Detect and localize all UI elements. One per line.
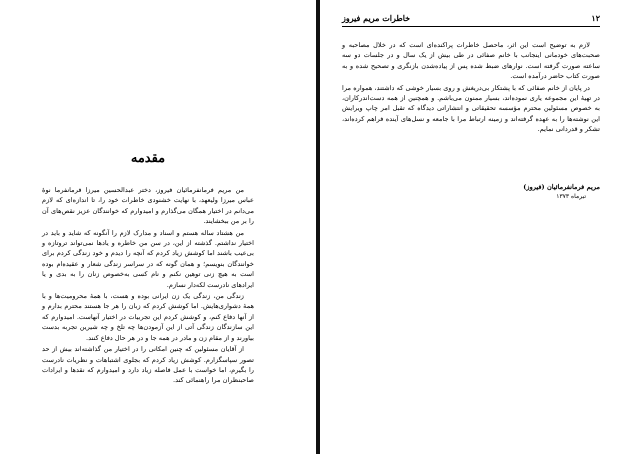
right-page (320, 0, 624, 454)
running-header (342, 12, 600, 27)
running-title: خاطرات مریم فیروز (342, 13, 411, 23)
page-number: ۱۲ (591, 13, 600, 23)
right-page-body (342, 40, 600, 136)
paragraph: لازم به توضیح است این اثر، ماحصل خاطرات پراکنده‌ای است که در خلال مصاحبه و صحبت‌های خودمانی اینجانب با خانم صفائی در طی بیش از یک سال و در جلسات دو سه ساعته صورت گرفته است. نوارهای ضبط شده پس از پیاده‌شدن بازنگری و تصحیح شده و به صورت کتاب حاضر درآمده است. (342, 41, 600, 81)
signature-date: تیرماه ۱۳۷۳ (556, 193, 586, 200)
paragraph: از آقایان مسئولین که چنین امکانی را در اختیار من گذاشته‌اند بیش از حد تصور سپاسگزارم. کوشش زیاد کردم که بجلوی اشتباهات و نظریات نادرست را بگیرم، اما خواست با عمل فاصله زیاد دارد و امیدوارم که نقدها و ایرادات صاحبنظران مرا راهنمائی کند. (42, 345, 254, 385)
signature-name: مریم فرمانفرمائیان (فیروز) (523, 183, 600, 191)
signature-block (523, 182, 600, 202)
paragraph: زندگی من، زندگی یک زن ایرانی بوده و هست، با همهٔ محرومیت‌ها و با همهٔ دشواری‌هایش. اما کوشش کردم که زبان را هر جا هستند محترم بدارم و از آنها دفاع کنم، و کوشش کردم این تجربیات در اختیار آنهاست. امیدوارم که این سازندگان زندگی آتی از این آزمودن‌ها چه تلخ و چه شیرین تجربه بدست بیاورند و از مقام زن و مادر در همه جا و در هر حال دفاع کنند. (42, 292, 254, 342)
paragraph: در پایان از خانم صفائی که با پشتکار بی‌دریغش و روی بسیار خوشی که داشتند، همواره مرا در تهیهٔ این مجموعه یاری نموده‌اند، بسیار ممنون می‌باشم. و همچنین از همه دست‌اندرکاران، به خصوص مسئولین محترم مؤسسه تحقیقاتی و انتشاراتی دیدگاه که تقبل امر چاپ ویرایش این نوشته‌ها را به عهده گرفته‌اند و زمینه ارتباط مرا با جامعه و نسل‌های آینده فراهم کرده‌اند، تشکر و قدردانی نمایم. (342, 83, 600, 134)
paragraph: من هشتاد ساله هستم و اسناد و مدارک لازم را آنگونه که شاید و باید در اختیار نداشتم. گذشته از این، در سن من خاطره و یادها نمی‌تواند تروتازه و بی‌عیب باشند اما کوشش زیاد کردم که آنچه را دیدم و خود زندگی کردم برای خوانندگان بنویسم؛ و همان گونه که در سراسر زندگی شعار و عقیده‌ام بوده است به هیچ زنی توهین نکنم و نام کسی به‌خصوص زنان را به بدی و یا ایرادهای نادرست لکه‌دار نسازم. (42, 228, 254, 289)
paragraph: من مریم فرمانفرمائیان فیروز، دختر عبدالحسین میرزا فرمانفرما نوهٔ عباس میرزا ولیعهد، با نهایت خشنودی خاطرات خود را، تا اندازه‌ای که لازم می‌دانم در اختیار همگان می‌گذارم و امیدوارم که خوانندگان عزیز نقص‌های آن را بر من ببخشایند. (42, 186, 254, 226)
left-page-body (42, 185, 254, 387)
chapter-heading: مقدمه (130, 151, 166, 166)
